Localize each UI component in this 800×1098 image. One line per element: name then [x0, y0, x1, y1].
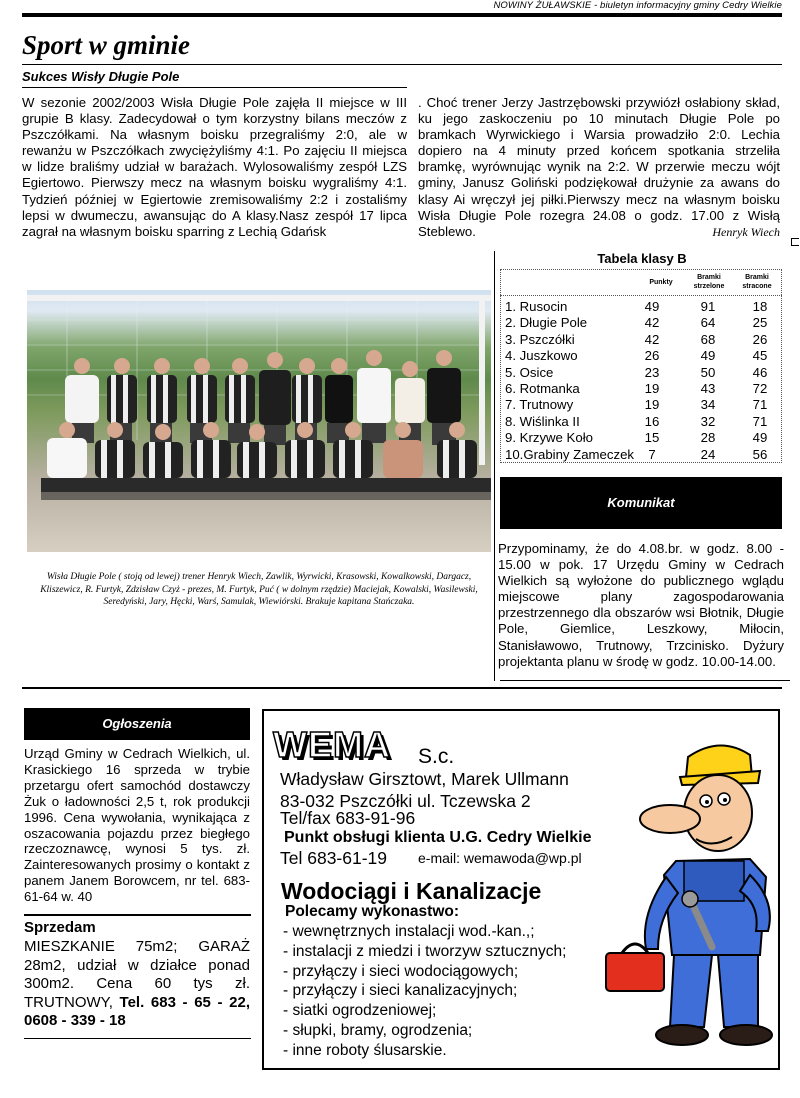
table-row: [503, 381, 781, 397]
section-title: Sport w gminie: [22, 30, 191, 60]
team-name: 3. Pszczółki: [505, 331, 575, 347]
table-title: Tabela klasy B: [597, 251, 687, 266]
goals-lost: 56: [752, 446, 768, 462]
goals-lost: 72: [752, 380, 768, 396]
subtitle-rule: [22, 87, 407, 88]
sprzedam-phones: Tel. 683 - 65 - 22, 0608 - 339 - 18: [24, 993, 250, 1030]
ogloszenia-heading: Ogłoszenia: [24, 708, 250, 740]
running-header: NOWINY ŻUŁAWSKIE - biuletyn informacyjny gminy Cedry Wielkie: [493, 0, 782, 11]
header-rule: [22, 13, 782, 17]
goals-scored: 34: [700, 397, 716, 413]
ad-service-item: - przyłączy i sieci kanalizacyjnych;: [283, 982, 518, 1000]
goals-lost: 25: [752, 315, 768, 331]
ad-telfax: Tel/fax 683-91-96: [280, 808, 416, 828]
goals-lost: 71: [752, 413, 768, 429]
wema-suffix: S.c.: [418, 745, 455, 768]
team-points: 15: [644, 430, 660, 446]
team-name: 10.Grabiny Zameczek: [505, 446, 634, 462]
table-row: [503, 414, 781, 430]
article-column-1: W sezonie 2002/2003 Wisła Długie Pole zajęła II miejsce w III grupie B klasy. Zadecydował o tym korzystny bilans meczów z Pszczółkami. Na własnym boisku przegraliśmy 2:0, ale w rewanżu w Pszczółkach zwyciężyliśmy 4:1. Po zajęciu II miejsca w lidze braliśmy udział w barażach. Wylosowaliśmy zespół LZS Egiertowo. Pierwszy mecz na własnym boisku wygraliśmy 4:1. Tydzień później w Egiertowie zremisowaliśmy 2:2 i zostaliśmy lepsi w dwumeczu, awansując do A klasy.Nasz zespół 17 lipca zagrał na własnym boisku sparring z Lechią Gdańsk: [22, 95, 407, 239]
table-body: [503, 299, 781, 463]
team-points: 42: [644, 331, 660, 347]
team-points: 42: [644, 315, 660, 331]
team-points: 26: [644, 348, 660, 364]
goals-scored: 43: [700, 380, 716, 396]
page-divider: [22, 687, 782, 689]
table-row: [503, 365, 781, 381]
goals-scored: 49: [700, 348, 716, 364]
sprzedam-text: [24, 938, 250, 1031]
sprzedam-rule: [24, 1038, 251, 1039]
team-name: 1. Rusocin: [505, 299, 568, 314]
table-row: [503, 332, 781, 348]
goals-scored: 32: [700, 413, 716, 429]
sprzedam-title: Sprzedam: [24, 919, 96, 936]
article-column-2: [418, 95, 780, 240]
team-name: 5. Osice: [505, 364, 554, 380]
header-scored: Bramki strzelone: [693, 274, 725, 290]
ogloszenia-text: Urząd Gminy w Cedrach Wielkich, ul. Krasickiego 16 sprzeda w trybie przetargu ofert samochód dostawczy Żuk o ładowności 2,5 t, rok produkcji 1996. Cena wywołania, wynikająca z oszacowania pojazdu przez biegłego rzeczoznawcę, wynosi 5 tys. zł. Zainteresowanych prosimy o kontakt z panem Janem Borowcem, nr tel. 683-61-64 w. 40: [24, 746, 250, 905]
team-name: 7. Trutnowy: [505, 397, 574, 413]
table-row: [503, 397, 781, 413]
goals-lost: 49: [752, 430, 768, 446]
goals-lost: 45: [752, 348, 768, 364]
page-marker: [791, 238, 799, 246]
table-row: [503, 430, 781, 446]
ad-service-item: - siatki ogrodzeniowej;: [283, 1002, 437, 1020]
team-name: 8. Wiślinka II: [505, 413, 580, 429]
goals-scored: 64: [700, 315, 716, 331]
komunikat-text: Przypominamy, że do 4.08.br. w godz. 8.00 - 15.00 w pok. 17 Urzędu Gminy w Cedrach Wielkich są wyłożone do publicznego wglądu miejscowe plany zagospodarowania przestrzennego dla obszarów wsi Błotnik, Długie Pole, Giemlice, Leszkowy, Miłocin, Stanisławowo, Trutnowy, Trzcinisko. Dyżury projektanta planu w środę w godz. 10.00-14.00.: [498, 541, 784, 669]
team-points: 16: [644, 413, 660, 429]
goals-scored: 50: [700, 364, 716, 380]
header-lost: Bramki stracone: [742, 274, 772, 290]
ad-service-list: [283, 922, 566, 1061]
classified-rule: [24, 914, 251, 916]
wema-logo: WEMA: [273, 724, 391, 765]
ad-headline: Wodociągi i Kanalizacje: [281, 878, 542, 904]
ad-email: e-mail: wemawoda@wp.pl: [418, 850, 582, 866]
table-row: [503, 315, 781, 331]
column-divider: [494, 251, 495, 681]
ad-service-point: Punkt obsługi klienta U.G. Cedry Wielkie: [284, 829, 592, 846]
team-points: 7: [648, 446, 656, 462]
goals-scored: 28: [700, 430, 716, 446]
table-row: [503, 348, 781, 364]
team-name: 4. Juszkowo: [505, 348, 578, 364]
komunikat-heading: Komunikat: [500, 477, 782, 529]
article-author: Henryk Wiech: [712, 224, 780, 239]
team-points: 19: [644, 397, 660, 413]
goals-scored: 91: [700, 299, 716, 314]
table-header: [500, 269, 782, 296]
ad-owners: Władysław Girsztowt, Marek Ullmann: [280, 769, 569, 789]
article-subtitle: Sukces Wisły Długie Pole: [22, 69, 180, 84]
team-points: 49: [644, 299, 660, 314]
team-points: 19: [644, 380, 660, 396]
team-name: 2. Długie Pole: [505, 315, 588, 331]
photo-caption: Wisła Długie Pole ( stoją od lewej) trener Henryk Wiech, Zawlik, Wyrwicki, Krasowski, Kowalkowski, Dargacz, Kliszewicz, R. Furtyk, Zdzisław Czyż - prezes, M. Furtyk, Puć ( w dolnym rzędzie) Maciejak, Kowalski, Wasilewski, Seredyński, Jary, Hęcki, Warś, Samulak, Wiewiórski. Brakuje kapitana Stańczaka.: [40, 572, 478, 607]
ad-service-item: - słupki, bramy, ogrodzenia;: [283, 1021, 473, 1039]
ad-service-item: - wewnętrznych instalacji wod.-kan.,;: [283, 923, 535, 940]
ad-service-item: - przyłączy i sieci wodociągowych;: [283, 962, 519, 980]
plumber-illustration: [600, 735, 778, 1060]
ad-tel: Tel 683-61-19: [280, 848, 388, 868]
sprzedam-body: MIESZKANIE 75m2; GARAŻ 28m2, udział w działce ponad 300m2. Cena 60 tys zł. TRUTNOWY,: [24, 938, 250, 1011]
goals-scored: 24: [700, 446, 716, 462]
section-rule: [22, 64, 782, 65]
team-name: 6. Rotmanka: [505, 380, 580, 396]
ad-service-item: - instalacji z miedzi i tworzyw sztucznych;: [283, 942, 567, 960]
article-column-2-text: . Choć trener Jerzy Jastrzębowski przywiózł osłabiony skład, ku jego zaskoczeniu po 10 minutach Długie Pole po bramkach Wyrwickiego i Warsia prowadziło 2:0. Lechia dopiero na 4 minuty przed końcem spotkania strzeliła bramkę, wyrównując wynik na 2:2. W przerwie meczu wójt gminy, Janusz Goliński podziękował drużynie za awans do klasy Ai wręczył jej piłki.Pierwszy mecz na własnym boisku Wisła Długie Pole rozegra 24.08 o godz. 17.00 z Wisłą Steblewo.: [418, 95, 780, 239]
header-points: Punkty: [649, 279, 673, 286]
team-points: 23: [644, 364, 660, 380]
goals-lost: 26: [752, 331, 768, 347]
goals-lost: 71: [752, 397, 768, 413]
ad-subhead: Polecamy wykonastwo:: [285, 903, 460, 920]
table-row: [503, 299, 781, 315]
team-photo: [27, 290, 491, 552]
goals-lost: 46: [752, 364, 768, 380]
table-row: [503, 447, 781, 463]
ad-address: 83-032 Pszczółki ul. Tczewska 2: [280, 791, 531, 811]
goals-lost: 18: [752, 299, 768, 314]
goals-scored: 68: [700, 331, 716, 347]
team-name: 9. Krzywe Koło: [505, 430, 593, 446]
komunikat-rule: [500, 680, 790, 681]
ad-service-item: - inne roboty ślusarskie.: [283, 1041, 447, 1059]
